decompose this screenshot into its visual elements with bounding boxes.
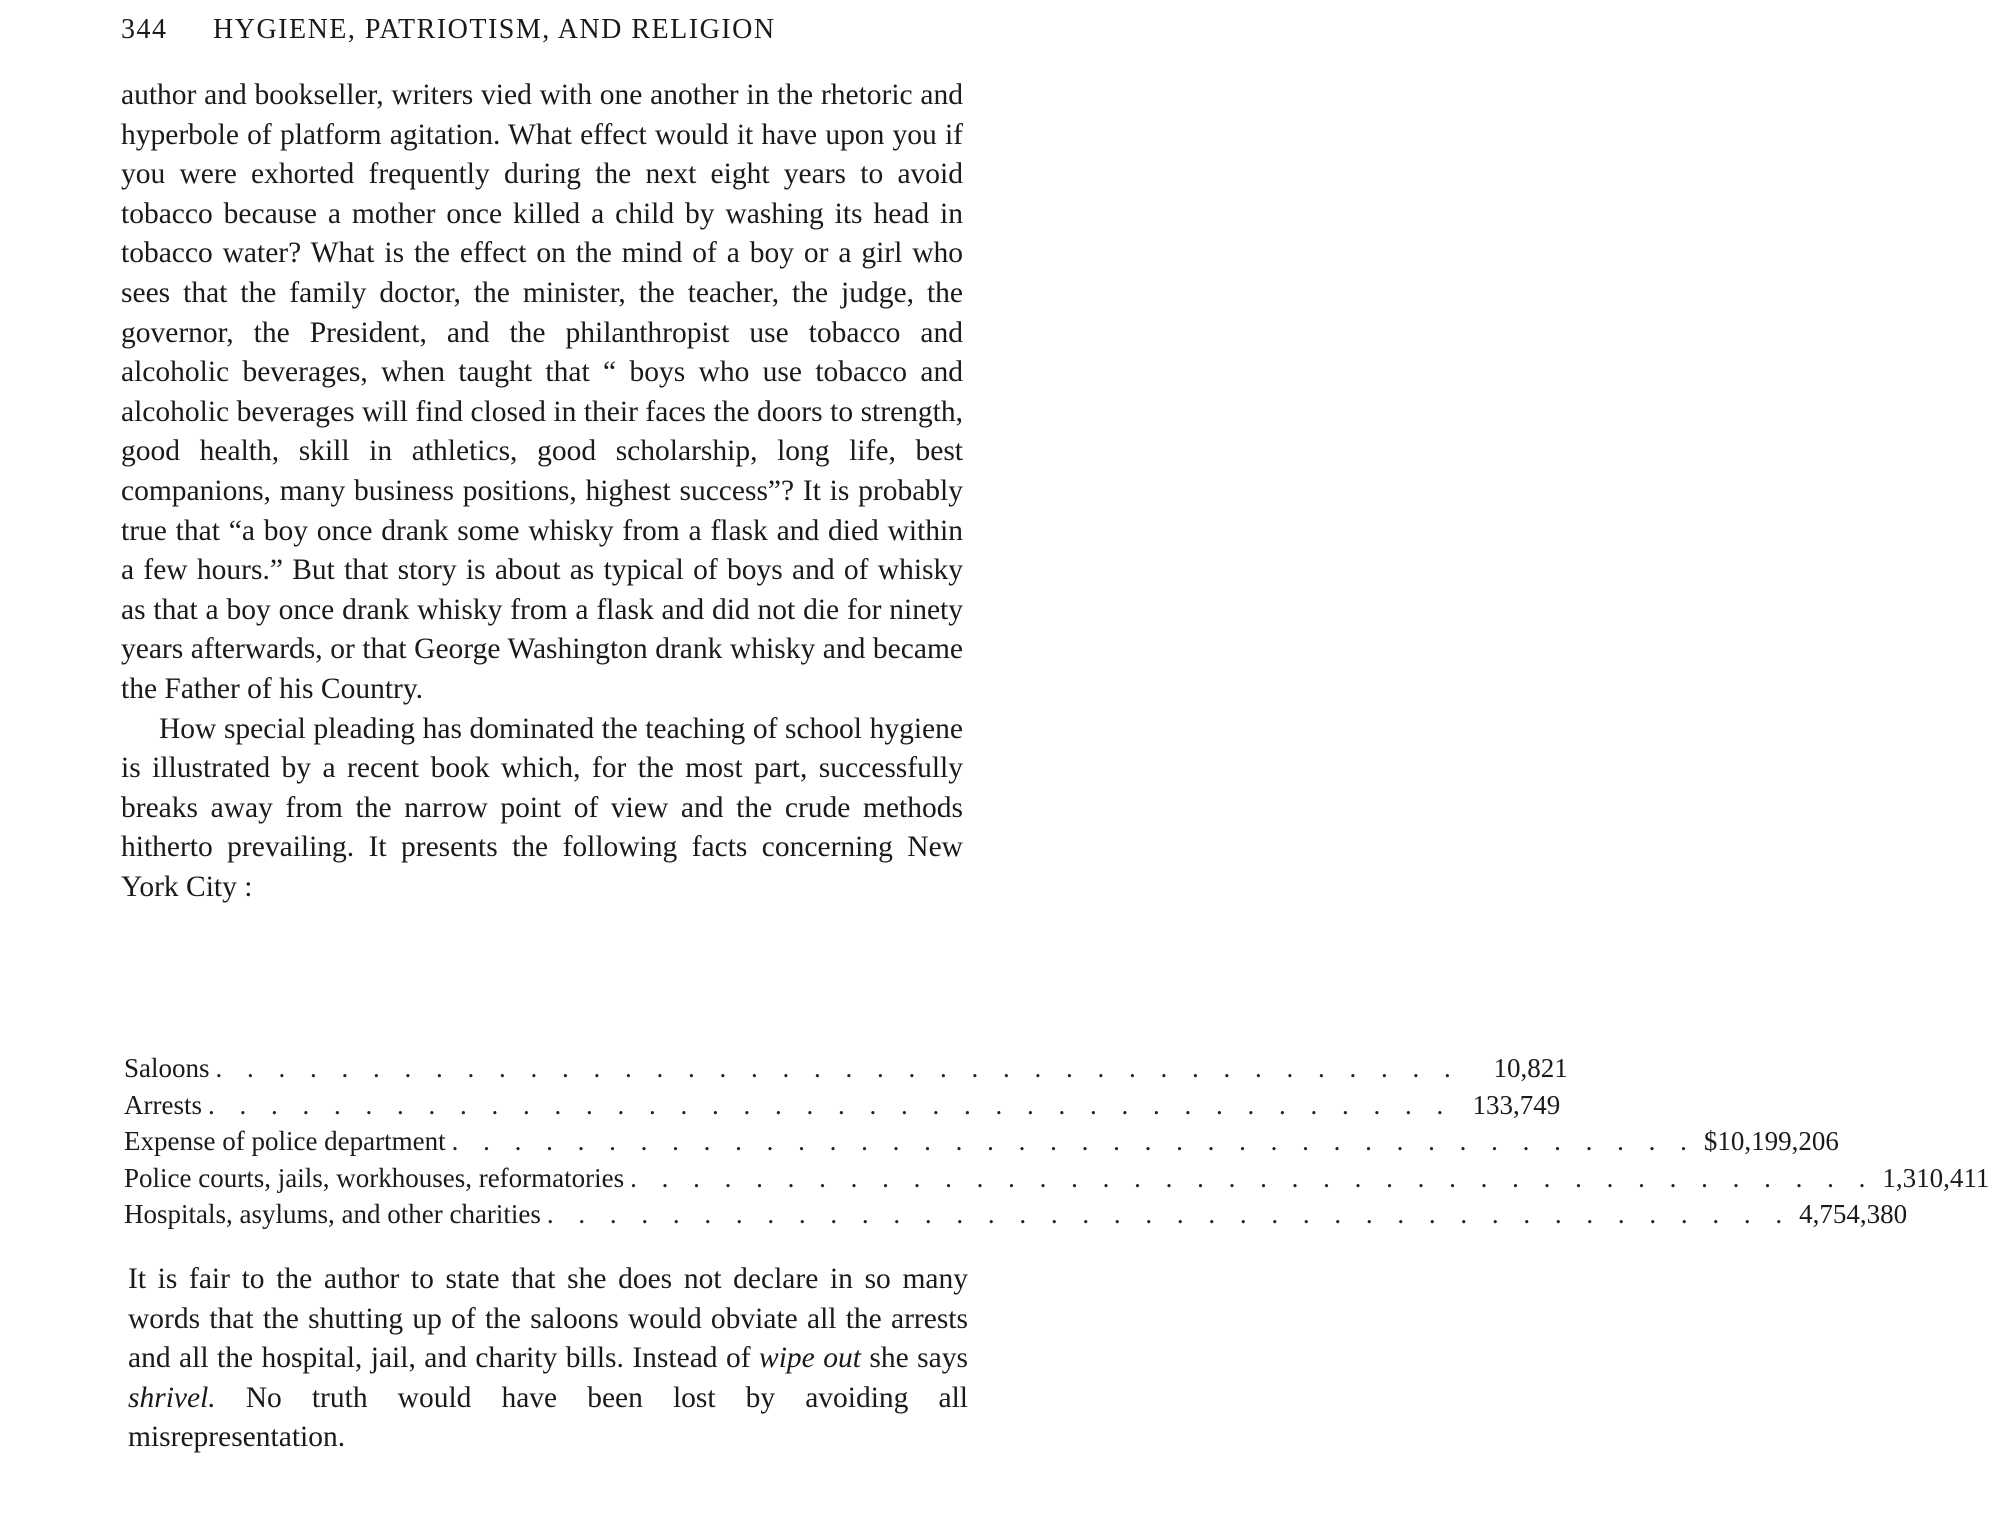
- body-text: [121, 76, 963, 907]
- paragraph-special-pleading: How special pleading has dominated the teaching of school hygiene is illustrated by a recent book which, for the most part, successfully breaks away from the narrow point of view and the crude methods hitherto prevailing. It presents the following facts concerning New York City :: [121, 712, 963, 903]
- table-row: [124, 1050, 1568, 1087]
- italic-phrase-wipe-out: wipe out: [759, 1342, 861, 1375]
- closing-text: [128, 1260, 968, 1458]
- fact-value: $10,199,206: [1703, 1126, 1839, 1156]
- paragraph-continuation: author and bookseller, writers vied with one another in the rhetoric and hyperbole of platform agitation. What effect would it have upon you if you were exhorted frequently during the next eight years to avoid tobacco because a mother once killed a child by washing its head in tobacco water? What is the effect on the mind of a boy or a girl who sees that the family doctor, the minister, the teacher, the judge, the governor, the President, and the philanthropist use tobacco and alcoholic beverages, when taught that “ boys who use tobacco and alcoholic beverages will find closed in their faces the doors to strength, good health, skill in athletics, good scholarship, long life, best companions, many business positions, highest success”? It is probably true that “a boy once drank some whisky from a flask and died within a few hours.” But that story is about as typical of boys and of whisky as that a boy once drank whisky from a flask and did not die for ninety years afterwards, or that George Washington drank whisky and became the Father of his Country.: [121, 79, 963, 705]
- closing-text-before: It is fair to the author to state that she does not declare in so many words that the shutting up of the saloons would obviate all the arrests and all the hospital, jail, and charity bills. Instead of: [128, 1263, 968, 1375]
- fact-value: 1,310,411: [1882, 1162, 1989, 1193]
- page-number: 344: [121, 14, 168, 45]
- closing-text-middle: she says: [860, 1342, 968, 1375]
- dot-leader: . . . . . . . . . . . . . . . . . . . . . . . . . . . . . . . . . . . . . . . .: [207, 1089, 1453, 1120]
- fact-label: Hospitals, asylums, and other charities: [124, 1199, 541, 1229]
- running-title: HYGIENE, PATRIOTISM, AND RELIGION: [213, 14, 776, 45]
- table-row: [124, 1123, 1839, 1160]
- dot-leader: . . . . . . . . . . . . . . . . . . . . . . . . . . . . . . . . . . . . . . . .: [215, 1053, 1460, 1083]
- dot-leader: . . . . . . . . . . . . . . . . . . . . . . . . . . . . . . . . . . . . . . . .: [546, 1199, 1792, 1229]
- fact-value: 10,821: [1493, 1053, 1568, 1083]
- fact-value: 4,754,380: [1799, 1199, 1908, 1229]
- fact-value: 133,749: [1472, 1089, 1561, 1120]
- fact-label: Police courts, jails, workhouses, reformatories: [124, 1162, 625, 1193]
- italic-word-shrivel: shrivel.: [128, 1381, 216, 1414]
- closing-text-after: No truth would have been lost by avoiding all misrepresentation.: [128, 1381, 968, 1454]
- table-row: [124, 1160, 1989, 1197]
- fact-label: Arrests: [124, 1089, 202, 1120]
- dot-leader: . . . . . . . . . . . . . . . . . . . . . . . . . . . . . . . . . . . . . . . .: [451, 1126, 1696, 1156]
- new-york-facts-table: [124, 1050, 1989, 1233]
- paragraph-closing: [128, 1260, 968, 1458]
- table-row: [124, 1087, 1561, 1124]
- fact-label: Saloons: [124, 1053, 210, 1083]
- table-row: [124, 1196, 1908, 1233]
- fact-label: Expense of police department: [124, 1126, 446, 1156]
- running-header: [121, 14, 981, 46]
- dot-leader: . . . . . . . . . . . . . . . . . . . . . . . . . . . . . . . . . . . . . . . .: [630, 1162, 1875, 1193]
